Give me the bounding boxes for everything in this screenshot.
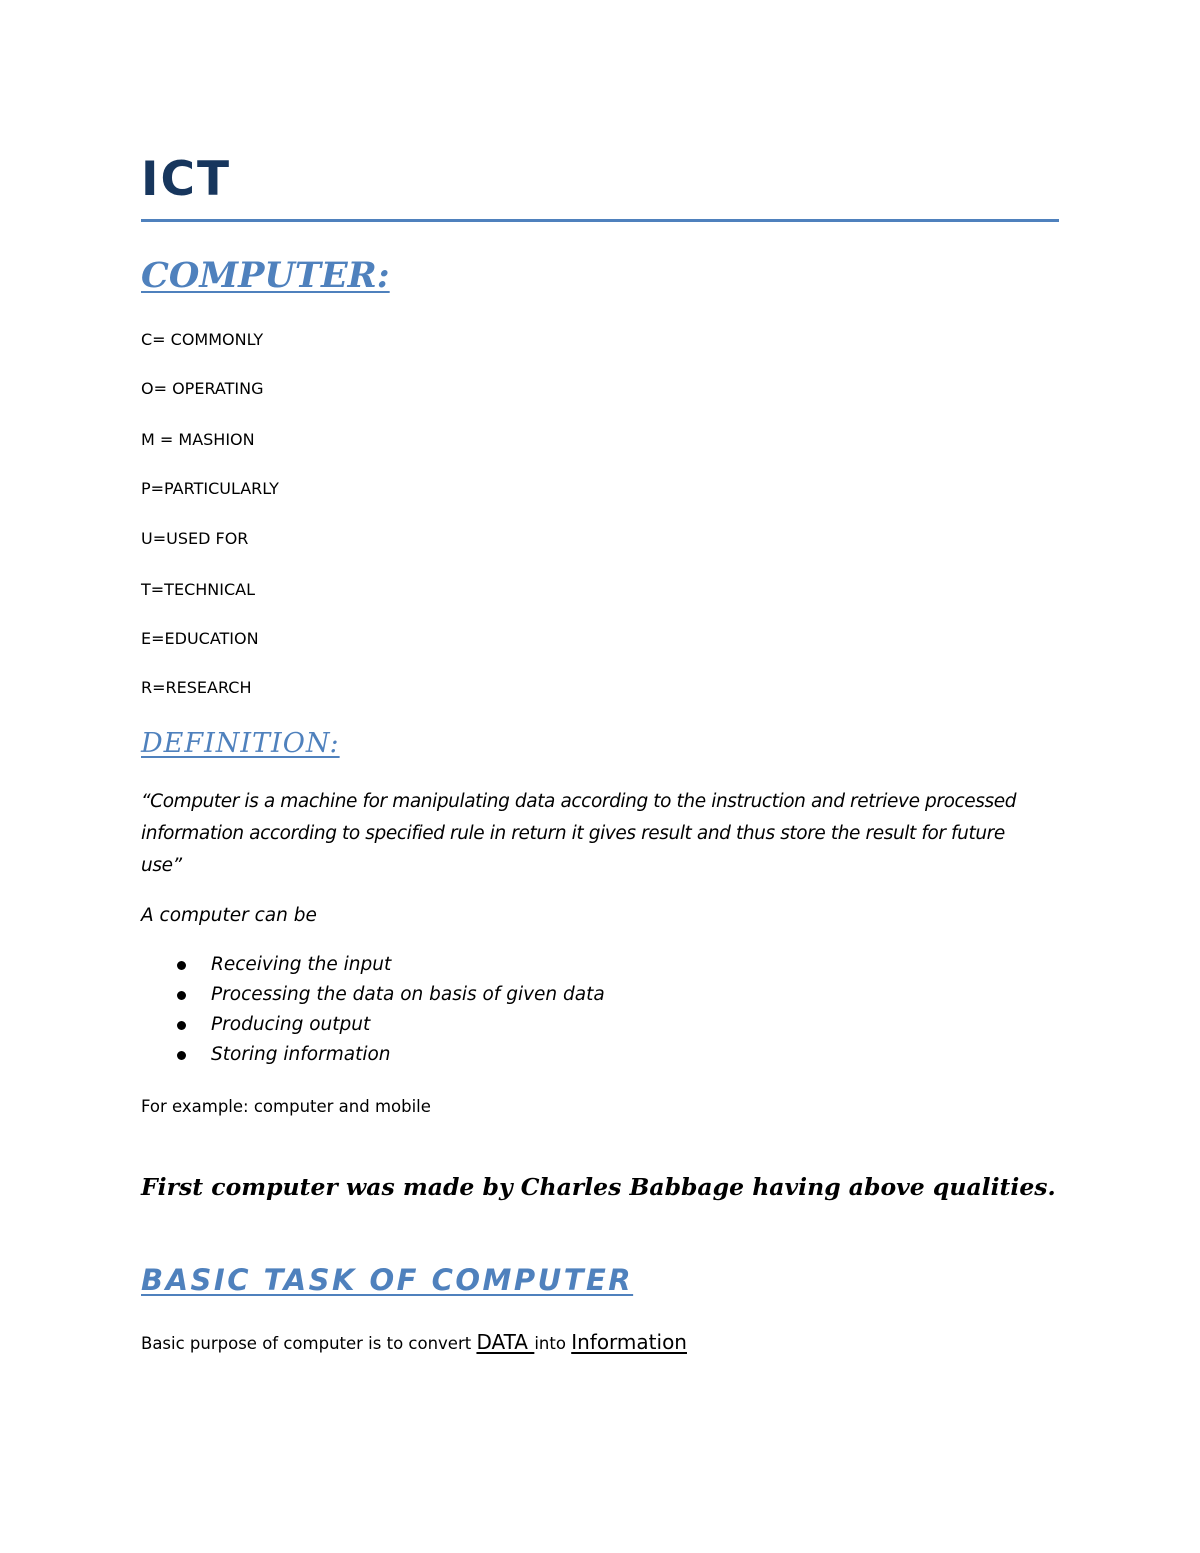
acronym-line-o: O= OPERATING	[141, 379, 264, 398]
list-item-text: Receiving the input	[211, 954, 392, 975]
acronym-line-r: R=RESEARCH	[141, 678, 252, 697]
acronym-line-p: P=PARTICULARLY	[141, 479, 279, 498]
bullet-icon	[177, 1021, 186, 1030]
bullet-icon	[177, 991, 186, 1000]
list-item	[174, 1042, 605, 1072]
basic-task-heading: BASIC TASK OF COMPUTER	[141, 1263, 634, 1297]
example-text: For example: computer and mobile	[141, 1097, 431, 1116]
acronym-line-e: E=EDUCATION	[141, 629, 259, 648]
title-divider	[141, 219, 1059, 222]
basic-purpose-middle: into	[534, 1334, 572, 1353]
computer-heading: COMPUTER:	[141, 255, 390, 296]
bullet-icon	[177, 961, 186, 970]
acronym-line-u: U=USED FOR	[141, 529, 249, 548]
acronym-line-m: M = MASHION	[141, 430, 255, 449]
can-be-intro: A computer can be	[141, 905, 317, 926]
list-item	[174, 1012, 605, 1042]
list-item-text: Storing information	[211, 1044, 391, 1065]
basic-purpose-prefix: Basic purpose of computer is to convert	[141, 1334, 477, 1353]
definition-text: “Computer is a machine for manipulating data according to the instruction and retrieve processed information according to specified rule in return it gives result and thus store the result for future use”	[141, 791, 1017, 876]
abilities-list	[174, 952, 605, 1072]
document-title: ICT	[141, 152, 232, 207]
acronym-line-t: T=TECHNICAL	[141, 580, 255, 599]
keyword-information: Information	[571, 1330, 687, 1354]
acronym-line-c: C= COMMONLY	[141, 330, 264, 349]
basic-purpose-line	[141, 1328, 687, 1358]
list-item	[174, 952, 605, 982]
list-item-text: Producing output	[211, 1014, 371, 1035]
keyword-data: DATA	[476, 1330, 535, 1354]
first-computer-statement: First computer was made by Charles Babbage having above qualities.	[141, 1173, 1056, 1201]
list-item-text: Processing the data on basis of given data	[211, 984, 605, 1005]
bullet-icon	[177, 1051, 186, 1060]
definition-heading: DEFINITION:	[141, 728, 340, 759]
list-item	[174, 982, 605, 1012]
